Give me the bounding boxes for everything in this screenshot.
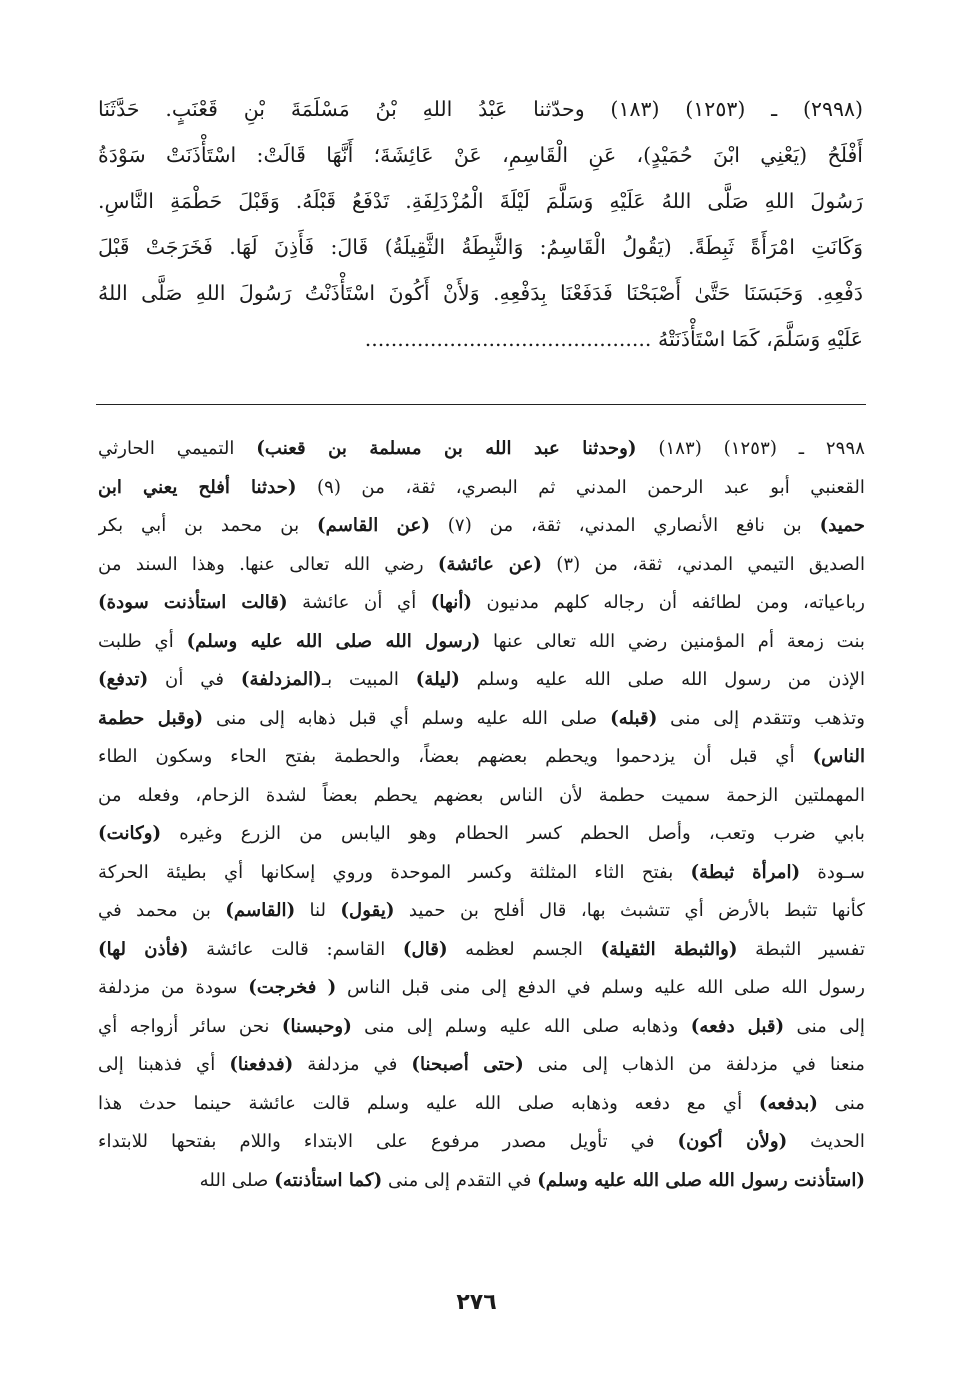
commentary-segment: صلى الله عليه وسلم أي قبل ذهابه إلى منى — [203, 707, 611, 729]
commentary-bold-segment: (القاسم) — [225, 900, 296, 921]
commentary-bold-segment: (فدفعنا) — [229, 1054, 294, 1075]
hadith-line: أَفْلَحُ (يَعْنِي ابْنَ حُمَيْدٍ)، عَنِ الْقَاسِمِ، عَنْ عَائِشَةَ؛ أَنَّهَا قَالَتْ: اسْتَأْذَنَتْ سَوْدَةُ — [98, 143, 863, 167]
commentary-bold-segment: (ولأن أكون) — [677, 1131, 788, 1152]
commentary-segment: الصديق التيمي المدني، ثقة، من (٣) — [542, 553, 865, 575]
commentary-line — [98, 777, 865, 816]
commentary-bold-segment: (قالت استأذنت سودة) — [98, 592, 288, 613]
commentary-segment: نحن سائر أزواجه أي — [98, 1015, 282, 1037]
commentary-segment: في أن — [148, 669, 241, 690]
commentary-bold-segment: (قبل دفعه) — [690, 1015, 785, 1037]
commentary-line — [98, 700, 865, 739]
commentary-line — [98, 623, 865, 662]
commentary-bold-segment: (المزدلفة) — [240, 669, 322, 690]
commentary-segment: بابي ضرب وتعب، وأصل الحطم كسر الحطام وهو اليابس من الزرع وغيره — [161, 823, 865, 844]
hadith-line: دَفْعِهِ. وَحَبَسَنَا حَتَّىٰ أَصْبَحْنَا فَدَفَعْنَا بِدَفْعِهِ. وَلأَنْ أَكُونَ اسْتَأْذَنْتُ رَسُولَ اللهِ صَلَّى اللهُ — [98, 281, 863, 305]
footnote-divider — [96, 404, 866, 405]
commentary-bold-segment: (وحدثنا عبد الله بن مسلمة بن قعنب) — [256, 438, 637, 459]
commentary-bold-segment: حميد) — [819, 515, 865, 536]
commentary-bold-segment: (وحبسنا) — [281, 1015, 352, 1037]
commentary-line — [98, 1162, 865, 1201]
commentary-bold-segment: (عن عائشة) — [437, 553, 543, 575]
commentary-line — [98, 1123, 865, 1162]
commentary-bold-segment: (فأذن لها) — [98, 938, 189, 960]
commentary-bold-segment: (كما استأذنته) — [274, 1169, 383, 1191]
hadith-text-block — [98, 86, 863, 362]
commentary-segment: وذهابه صلى الله عليه وسلم إلى منى — [351, 1015, 691, 1037]
commentary-segment: إلى منى — [784, 1015, 865, 1037]
commentary-bold-segment: (والثبطة الثقيلة) — [600, 938, 738, 960]
page-number: ٢٧٦ — [456, 1290, 497, 1315]
commentary-line — [98, 854, 865, 893]
commentary-bold-segment: (يقول) — [340, 900, 395, 921]
hadith-line: رَسُولَ اللهِ صَلَّى اللهُ عَلَيْهِ وَسَلَّمَ لَيْلَةَ الْمُزْدَلِفَةِ. تَدْفَعُ قَبْلَهُ. وَقَبْلَ حَطْمَةِ النَّاسِ. — [98, 189, 863, 213]
commentary-bold-segment: ( فخرجت) — [248, 977, 337, 998]
commentary-segment: سودة من مزدلفة — [98, 977, 249, 998]
commentary-segment: بفتح الثاء المثلثة وكسر الموحدة وروي إسكانها أي بطيئة الحركة — [98, 861, 691, 883]
commentary-segment: منعنا في مزدلفة من الذهاب إلى منى — [523, 1054, 865, 1075]
commentary-segment: أي فذهبنا إلى — [98, 1054, 230, 1075]
commentary-bold-segment: (تدفع) — [98, 669, 149, 690]
commentary-line — [98, 546, 865, 585]
commentary-segment: أي طلبت — [98, 630, 187, 652]
commentary-segment: القاسم: قالت عائشة — [188, 938, 403, 960]
commentary-bold-segment: (امرأة ثبطة) — [690, 861, 801, 883]
hadith-line: عَلَيْهِ وَسَلَّمَ، كَمَا اسْتَأْذَنَتْهُ ............................................ — [364, 327, 863, 351]
commentary-bold-segment: (حتى أصبحنا) — [411, 1054, 524, 1075]
commentary-segment: رسول الله صلى الله عليه وسلم في الدفع إلى منى قبل الناس — [336, 977, 865, 998]
commentary-line — [98, 815, 865, 854]
commentary-bold-segment: (ليلة) — [415, 669, 460, 690]
commentary-bold-segment: (وكانت) — [98, 823, 162, 844]
commentary-segment: تفسير الثبطة — [737, 938, 865, 960]
commentary-line — [98, 430, 865, 469]
commentary-segment: بنت زمعة أم المؤمنين رضي الله تعالى عنها — [480, 630, 865, 652]
commentary-segment: بن محمد بن أبي بكر — [98, 515, 317, 536]
commentary-segment: وتذهب وتتقدم إلى منى — [657, 707, 865, 729]
commentary-segment: الجسم لعظمه — [447, 938, 601, 960]
commentary-line — [98, 584, 865, 623]
commentary-segment: ٢٩٩٨ ـ (١٢٥٣) (١٨٣) — [636, 438, 865, 459]
commentary-segment: في تأويل مصدر مرفوع على الابتداء واللام بفتحها للابتداء — [98, 1131, 678, 1152]
commentary-bold-segment: (رسول الله صلى الله عليه وسلم) — [186, 630, 481, 652]
commentary-segment: الإذن من رسول الله صلى الله عليه وسلم — [459, 669, 865, 690]
commentary-segment: بن نافع الأنصاري المدني، ثقة، من (٧) — [429, 515, 820, 536]
commentary-bold-segment: (قال) — [402, 938, 448, 960]
commentary-bold-segment: (أنها) — [430, 592, 473, 613]
commentary-segment: أي قبل أن يزدحموا ويحطم بعضهم بعضاً، والحطمة بفتح الحاء وسكون الطاء — [98, 746, 813, 767]
commentary-line — [98, 507, 865, 546]
commentary-segment: سـودة — [800, 861, 865, 883]
commentary-segment: بن محمد في — [98, 900, 226, 921]
commentary-segment: رضي الله تعالى عنها. وهذا السند من — [98, 553, 438, 575]
commentary-segment: التميمي الحارثي — [98, 438, 257, 459]
commentary-segment: رباعياته، ومن لطائفه أن رجاله كلهم مدنيون — [472, 592, 865, 613]
commentary-line — [98, 969, 865, 1008]
commentary-bold-segment: (حدثنا أفلح يعني ابن — [98, 476, 297, 498]
commentary-line — [98, 1046, 865, 1085]
commentary-segment: أي أن عائشة — [287, 592, 431, 613]
commentary-segment: المهملتين الزحمة سميت حطمة لأن الناس بعضهم يحطم بعضاً لشدة الزحام، وفعله من — [98, 784, 865, 806]
commentary-segment: منى — [817, 1092, 865, 1114]
commentary-segment: الحديث — [787, 1131, 865, 1152]
commentary-bold-segment: (قبله) — [610, 707, 658, 729]
commentary-bold-segment: (عن القاسم) — [316, 515, 430, 536]
commentary-segment: أي مع دفعه وذهابه صلى الله عليه وسلم قالت عائشة حينما حدث هذا — [98, 1092, 759, 1114]
commentary-bold-segment: الناس) — [812, 746, 865, 767]
commentary-segment: المبيت بـ — [321, 669, 416, 690]
commentary-segment: لنا — [295, 900, 341, 921]
commentary-line — [98, 738, 865, 777]
commentary-segment: في التقدم إلى منى — [382, 1169, 538, 1191]
commentary-line — [98, 892, 865, 931]
commentary-segment: صلى الله — [199, 1169, 275, 1191]
commentary-line — [98, 1008, 865, 1047]
hadith-line: (٢٩٩٨) ـ (١٢٥٣) (١٨٣) وحدّثنا عَبْدُ اللهِ بْنُ مَسْلَمَةَ بْنِ قَعْنَبٍ. حَدَّثَنَا — [98, 97, 863, 121]
commentary-segment: في مزدلفة — [293, 1054, 412, 1075]
commentary-line — [98, 469, 865, 508]
commentary-line — [98, 1085, 865, 1124]
commentary-bold-segment: (استأذنت رسول الله صلى الله عليه وسلم) — [537, 1169, 865, 1191]
commentary-text-block — [98, 430, 865, 1200]
commentary-segment: كأنها تثبط بالأرض أي تتشبث بها، قال أفلح بن حميد — [394, 900, 865, 921]
commentary-line — [98, 931, 865, 970]
commentary-bold-segment: (بدفعه) — [758, 1092, 818, 1114]
commentary-segment: القعنبي أبو عبد الرحمن المدني ثم البصري، ثقة، من (٩) — [296, 476, 865, 498]
commentary-line — [98, 661, 865, 700]
hadith-line: وَكَانَتِ امْرَأَةً ثَبِطَةً. (يَقُولُ الْقَاسِمُ: وَالثَّبِطَةُ الثَّقِيلَةُ) قَالَ: فَأَذِنَ لَهَا. فَخَرَجَتْ قَبْلَ — [98, 235, 863, 259]
commentary-bold-segment: (وقبل حطمة — [98, 707, 204, 729]
